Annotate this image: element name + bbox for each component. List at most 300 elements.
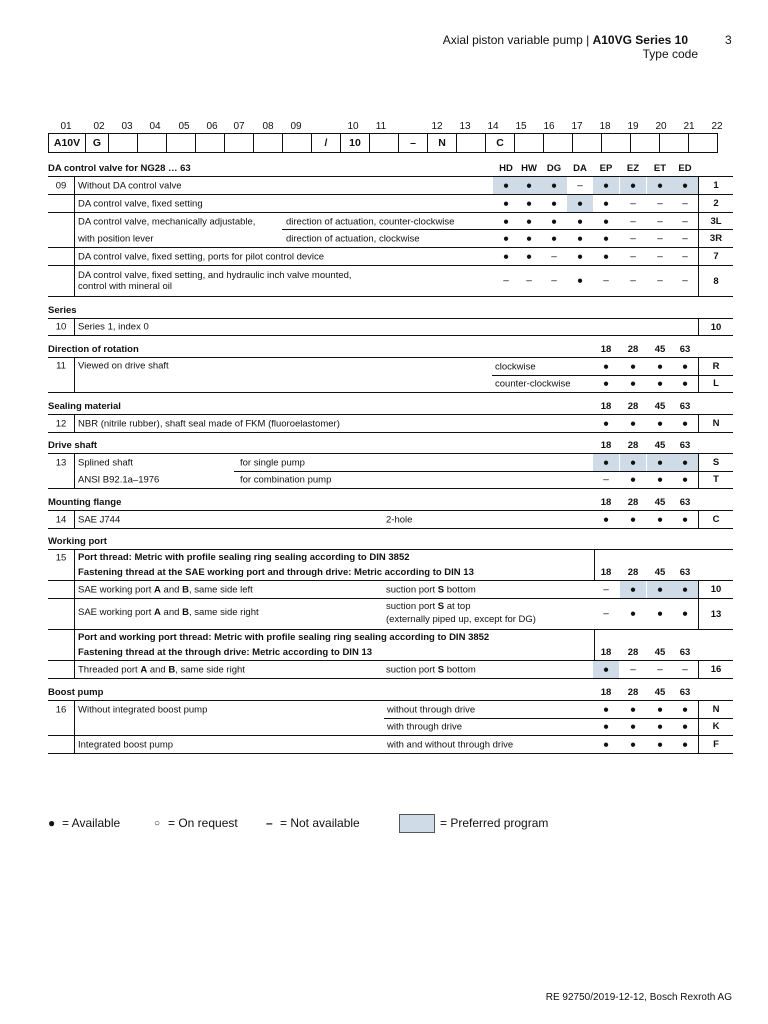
- port-letter: B: [168, 664, 176, 675]
- availability-mark: ●: [525, 198, 533, 209]
- divider: [74, 599, 75, 629]
- divider: [74, 195, 75, 212]
- availability-mark: –: [630, 198, 636, 209]
- row-label: DA control valve, mechanically adjustable,: [78, 216, 256, 227]
- row-label: Threaded port A and B, same side right: [78, 664, 245, 675]
- position-number: 04: [149, 121, 161, 132]
- option-code: C: [698, 511, 733, 528]
- subsection-heading: Fastening thread at the SAE working port and through drive: Metric according to DIN 13: [78, 567, 474, 578]
- column-header: 28: [627, 497, 639, 508]
- availability-mark: ●: [681, 474, 689, 485]
- availability-mark: –: [503, 275, 509, 287]
- divider: [282, 229, 733, 230]
- port-letter: B: [182, 584, 189, 595]
- availability-mark: ●: [550, 216, 558, 227]
- availability-mark: –: [526, 275, 532, 287]
- section-title-rotation: Direction of rotation: [48, 344, 139, 355]
- footer: RE 92750/2019-12-12, Bosch Rexroth AG: [545, 992, 732, 1003]
- code-box: [457, 134, 486, 152]
- row-index: 09: [55, 180, 67, 191]
- availability-mark: ●: [602, 704, 610, 715]
- availability-mark: ●: [656, 418, 664, 429]
- table-row: [48, 454, 733, 471]
- position-number: 15: [515, 121, 527, 132]
- availability-mark: –: [682, 275, 688, 287]
- availability-mark: ●: [629, 608, 637, 620]
- code-box: [370, 134, 399, 152]
- position-number: 18: [599, 121, 611, 132]
- option-code: 13: [698, 599, 733, 629]
- availability-mark: –: [682, 664, 688, 675]
- availability-mark: –: [551, 275, 557, 287]
- availability-mark: ●: [602, 180, 610, 191]
- code-box: A10V: [49, 134, 86, 152]
- column-header: 45: [654, 647, 666, 658]
- divider: [74, 375, 75, 392]
- availability-mark: –: [657, 275, 663, 287]
- divider: [384, 718, 733, 719]
- legend-available: = Available: [62, 816, 121, 830]
- availability-mark: ●: [656, 584, 664, 595]
- row-label: SAE working port A and B, same side right: [78, 607, 259, 618]
- availability-mark: ●: [576, 216, 584, 227]
- availability-mark: –: [682, 233, 688, 244]
- availability-mark: ●: [681, 378, 689, 389]
- availability-mark: ●: [576, 233, 584, 244]
- position-number: 16: [543, 121, 555, 132]
- code-box: C: [486, 134, 515, 152]
- availability-mark: –: [603, 584, 609, 595]
- table-row: [48, 599, 733, 630]
- row-label: [78, 270, 352, 292]
- availability-mark: ●: [681, 739, 689, 750]
- availability-mark: –: [630, 216, 636, 227]
- option-code: 1: [698, 177, 733, 194]
- position-number: 19: [627, 121, 639, 132]
- sealing-table: [48, 414, 733, 433]
- availability-mark: –: [657, 198, 663, 209]
- column-header: EZ: [626, 163, 640, 174]
- position-number: 03: [121, 121, 133, 132]
- code-box: [602, 134, 631, 152]
- section-title-port: Working port: [48, 536, 107, 547]
- row-label: ANSI B92.1a–1976: [78, 474, 160, 485]
- divider: [74, 230, 75, 247]
- position-number: 02: [93, 121, 105, 132]
- legend-not-available: = Not available: [280, 816, 360, 830]
- section-title-series: Series: [48, 305, 77, 316]
- column-header: 63: [679, 567, 691, 578]
- availability-mark: ●: [576, 251, 584, 262]
- row-label-line: DA control valve, fixed setting, and hydraulic inch valve mounted,: [78, 270, 352, 281]
- divider: [74, 701, 75, 718]
- row-sublabel: clockwise: [495, 361, 536, 372]
- divider: [74, 415, 75, 432]
- rotation-table: [48, 357, 733, 393]
- row-label: Series 1, index 0: [78, 321, 149, 333]
- row-sublabel: for combination pump: [240, 474, 332, 485]
- code-box: [660, 134, 689, 152]
- row-label: DA control valve, fixed setting, ports for pilot control device: [78, 251, 325, 262]
- availability-mark: ●: [525, 251, 533, 262]
- column-header: 63: [679, 401, 691, 412]
- option-code: 3L: [698, 213, 733, 230]
- availability-mark: ●: [656, 378, 664, 389]
- availability-mark: –: [603, 474, 609, 485]
- column-header: 28: [627, 567, 639, 578]
- table-row: [48, 736, 733, 754]
- availability-mark: ●: [550, 233, 558, 244]
- availability-mark: ●: [602, 216, 610, 227]
- availability-mark: ●: [629, 704, 637, 715]
- position-number: 05: [178, 121, 190, 132]
- availability-mark: ●: [656, 721, 664, 732]
- table-row: [48, 718, 733, 736]
- position-number: 20: [655, 121, 667, 132]
- type-code-positions: [48, 121, 733, 133]
- availability-mark: ●: [681, 608, 689, 620]
- column-header: 45: [654, 687, 666, 698]
- availability-mark: ●: [602, 457, 610, 468]
- availability-mark: ●: [629, 584, 637, 595]
- availability-mark: ●: [656, 704, 664, 715]
- legend-not-available-symbol: –: [266, 816, 273, 830]
- availability-mark: –: [630, 275, 636, 287]
- subsection-heading: Port thread: Metric with profile sealing ring sealing according to DIN 3852: [78, 552, 410, 563]
- table-row: [48, 630, 733, 660]
- type-code-strip: [48, 133, 718, 153]
- table-row: [48, 319, 733, 336]
- availability-mark: ●: [629, 721, 637, 732]
- availability-mark: ●: [656, 474, 664, 485]
- table-row: [48, 550, 733, 580]
- port-letter: A: [154, 584, 161, 595]
- divider: [74, 581, 75, 598]
- code-box: [225, 134, 254, 152]
- row-sublabel: with through drive: [387, 721, 462, 732]
- availability-mark: ●: [681, 180, 689, 191]
- availability-mark: –: [551, 251, 557, 262]
- column-header: 28: [627, 687, 639, 698]
- row-sublabel-wrap: [386, 601, 536, 625]
- position-number: 01: [60, 121, 72, 132]
- row-sublabel: direction of actuation, counter-clockwise: [286, 216, 455, 227]
- availability-mark: ●: [502, 216, 510, 227]
- availability-mark: ●: [602, 739, 610, 750]
- column-header: HW: [521, 163, 537, 174]
- column-header: 18: [600, 344, 612, 355]
- availability-mark: ●: [602, 378, 610, 389]
- divider: [234, 471, 733, 472]
- code-box: G: [86, 134, 109, 152]
- table-row: [48, 177, 733, 195]
- legend-preferred: = Preferred program: [440, 816, 549, 830]
- availability-mark: ●: [629, 457, 637, 468]
- row-label: Viewed on drive shaft: [78, 360, 169, 372]
- availability-mark: ●: [656, 457, 664, 468]
- table-row: [48, 230, 733, 248]
- availability-mark: ●: [525, 233, 533, 244]
- row-sublabel: suction port S at top: [386, 601, 471, 612]
- column-header: 45: [654, 401, 666, 412]
- row-index: 14: [55, 514, 67, 525]
- row-label: Without DA control valve: [78, 180, 182, 191]
- option-code: 2: [698, 195, 733, 212]
- code-box: [109, 134, 138, 152]
- document-title: Axial piston variable pump | A10VG Series 10: [442, 33, 688, 47]
- section-title-boost: Boost pump: [48, 687, 104, 698]
- table-row: [48, 358, 733, 375]
- availability-mark: –: [657, 664, 663, 675]
- column-header: 18: [600, 497, 612, 508]
- code-box: –: [399, 134, 428, 152]
- column-header: 18: [600, 440, 612, 451]
- availability-mark: ●: [550, 198, 558, 209]
- row-label: SAE J744: [78, 514, 121, 525]
- table-row: [48, 511, 733, 529]
- row-index: 11: [56, 360, 66, 372]
- page-number: 3: [725, 33, 732, 47]
- availability-mark: ●: [629, 474, 637, 485]
- availability-mark: ●: [681, 721, 689, 732]
- column-header: 63: [679, 497, 691, 508]
- option-code: T: [698, 471, 733, 488]
- availability-mark: ●: [602, 721, 610, 732]
- section-title-flange: Mounting flange: [48, 497, 122, 508]
- code-box: [515, 134, 544, 152]
- column-header: 18: [600, 567, 612, 578]
- column-header: DA: [573, 163, 587, 174]
- port-letter: A: [140, 664, 148, 675]
- availability-mark: ●: [656, 180, 664, 191]
- code-box: [573, 134, 602, 152]
- divider: [74, 471, 75, 488]
- column-header: 28: [627, 647, 639, 658]
- table-row: [48, 471, 733, 489]
- divider: [492, 375, 733, 376]
- availability-mark: –: [630, 664, 636, 675]
- flange-table: [48, 510, 733, 529]
- boost-table: [48, 700, 733, 754]
- row-sublabel: suction port S bottom: [386, 664, 476, 675]
- availability-mark: ●: [629, 378, 637, 389]
- availability-mark: ●: [525, 216, 533, 227]
- availability-mark: ●: [602, 198, 610, 209]
- availability-mark: –: [657, 233, 663, 244]
- availability-mark: ●: [576, 198, 584, 209]
- position-number: 11: [375, 121, 387, 132]
- availability-mark: ●: [681, 418, 689, 429]
- option-code: L: [698, 375, 733, 392]
- option-code: F: [698, 736, 733, 753]
- divider: [74, 248, 75, 265]
- availability-mark: ●: [629, 180, 637, 191]
- column-header: 45: [654, 497, 666, 508]
- row-label: Without integrated boost pump: [78, 704, 208, 715]
- row-label: Integrated boost pump: [78, 739, 174, 750]
- availability-mark: –: [630, 233, 636, 244]
- column-header: DG: [546, 163, 562, 174]
- position-number: 14: [487, 121, 499, 132]
- column-header: 18: [600, 687, 612, 698]
- position-number: 08: [262, 121, 274, 132]
- option-code: N: [698, 701, 733, 718]
- port-letter: A: [154, 607, 161, 618]
- divider: [74, 511, 75, 528]
- row-sublabel: 2-hole: [386, 514, 413, 525]
- row-sublabel: direction of actuation, clockwise: [286, 233, 420, 244]
- position-number: 17: [571, 121, 583, 132]
- port-letter: B: [182, 607, 189, 618]
- table-row: [48, 266, 733, 297]
- row-label: SAE working port A and B, same side left: [78, 584, 253, 595]
- availability-mark: ●: [656, 739, 664, 750]
- row-label: with position lever: [78, 233, 154, 244]
- divider: [74, 213, 75, 230]
- availability-mark: –: [603, 275, 609, 287]
- table-row: [48, 660, 733, 679]
- availability-mark: ●: [681, 584, 689, 595]
- divider: [74, 177, 75, 194]
- availability-mark: ●: [550, 180, 558, 191]
- row-label: NBR (nitrile rubber), shaft seal made of FKM (fluoroelastomer): [78, 418, 340, 429]
- port-table: [48, 549, 733, 679]
- availability-mark: –: [682, 251, 688, 262]
- availability-mark: ●: [681, 704, 689, 715]
- position-number: 10: [347, 121, 359, 132]
- availability-mark: ●: [656, 514, 664, 525]
- option-code: S: [698, 454, 733, 471]
- option-code: 10: [698, 319, 733, 335]
- code-box: [138, 134, 167, 152]
- option-code: 10: [698, 581, 733, 598]
- row-index: 15: [55, 552, 67, 564]
- section-title-sealing: Sealing material: [48, 401, 121, 412]
- row-sublabel: suction port S bottom: [386, 584, 476, 595]
- row-label-line: control with mineral oil: [78, 281, 172, 292]
- divider: [74, 550, 75, 580]
- column-header: HD: [499, 163, 513, 174]
- subsection-heading: Fastening thread at the through drive: Metric according to DIN 13: [78, 647, 373, 658]
- position-number: 22: [711, 121, 723, 132]
- option-code: K: [698, 718, 733, 735]
- code-box: [167, 134, 196, 152]
- code-box: [254, 134, 283, 152]
- position-number: 12: [431, 121, 443, 132]
- availability-mark: ●: [656, 608, 664, 620]
- availability-mark: ●: [629, 514, 637, 525]
- availability-mark: ●: [502, 233, 510, 244]
- availability-mark: –: [657, 251, 663, 262]
- column-header: 45: [654, 440, 666, 451]
- availability-mark: ●: [502, 251, 510, 262]
- legend-available-symbol: ●: [48, 816, 56, 830]
- availability-mark: ●: [602, 361, 610, 372]
- option-code: 3R: [698, 230, 733, 247]
- legend-preferred-swatch: [399, 814, 435, 833]
- column-header: 18: [600, 401, 612, 412]
- column-header: 18: [600, 647, 612, 658]
- code-box: /: [312, 134, 341, 152]
- row-index: 10: [55, 321, 67, 333]
- availability-mark: ●: [502, 180, 510, 191]
- availability-mark: ●: [656, 361, 664, 372]
- code-box: [631, 134, 660, 152]
- availability-mark: ●: [681, 514, 689, 525]
- row-sublabel: without through drive: [387, 704, 476, 715]
- availability-mark: ●: [602, 664, 610, 675]
- row-label: Splined shaft: [78, 457, 133, 468]
- availability-mark: ●: [629, 418, 637, 429]
- row-index: 16: [55, 704, 67, 715]
- availability-mark: ●: [576, 275, 584, 287]
- code-box: [196, 134, 225, 152]
- section-title-shaft: Drive shaft: [48, 440, 98, 451]
- da-table: [48, 176, 733, 297]
- code-box: [544, 134, 573, 152]
- row-sublabel: for single pump: [240, 457, 305, 468]
- row-label-wrap: [78, 607, 259, 618]
- divider: [74, 661, 75, 678]
- option-code: N: [698, 415, 733, 432]
- table-row: [48, 213, 733, 230]
- legend-on-request-symbol: ○: [154, 818, 161, 829]
- subsection-heading: Port and working port thread: Metric with profile sealing ring sealing according to DIN 3852: [78, 632, 490, 643]
- table-row: [48, 375, 733, 393]
- divider: [74, 718, 75, 735]
- availability-mark: ●: [602, 418, 610, 429]
- availability-mark: –: [603, 608, 609, 620]
- code-box: 10: [341, 134, 370, 152]
- divider: [74, 736, 75, 753]
- column-header: 28: [627, 344, 639, 355]
- position-number: 21: [683, 121, 695, 132]
- position-number: 07: [233, 121, 245, 132]
- row-sublabel: (externally piped up, except for DG): [386, 614, 536, 625]
- column-header: ET: [653, 163, 667, 174]
- document-subtitle: Type code: [642, 47, 698, 61]
- row-index: 13: [55, 457, 67, 468]
- availability-mark: ●: [502, 198, 510, 209]
- table-row: [48, 195, 733, 213]
- option-code: 7: [698, 248, 733, 265]
- row-label: DA control valve, fixed setting: [78, 198, 203, 209]
- availability-mark: ●: [629, 361, 637, 372]
- option-code: 16: [698, 661, 733, 678]
- column-header: 45: [654, 567, 666, 578]
- section-title-da: DA control valve for NG28 … 63: [48, 163, 191, 174]
- position-number: 13: [459, 121, 471, 132]
- availability-mark: –: [682, 216, 688, 227]
- column-header: 63: [679, 687, 691, 698]
- row-sublabel: counter-clockwise: [495, 378, 571, 389]
- option-code: R: [698, 358, 733, 375]
- series-table: [48, 318, 733, 336]
- code-box: N: [428, 134, 457, 152]
- availability-mark: ●: [629, 739, 637, 750]
- table-row: [48, 580, 733, 599]
- column-header: 45: [654, 344, 666, 355]
- column-header: 63: [679, 440, 691, 451]
- availability-mark: –: [630, 251, 636, 262]
- column-header: ED: [678, 163, 692, 174]
- column-header: EP: [599, 163, 613, 174]
- table-row: [48, 415, 733, 433]
- availability-mark: ●: [681, 361, 689, 372]
- table-row: [48, 248, 733, 266]
- availability-mark: –: [682, 198, 688, 209]
- column-header: 28: [627, 440, 639, 451]
